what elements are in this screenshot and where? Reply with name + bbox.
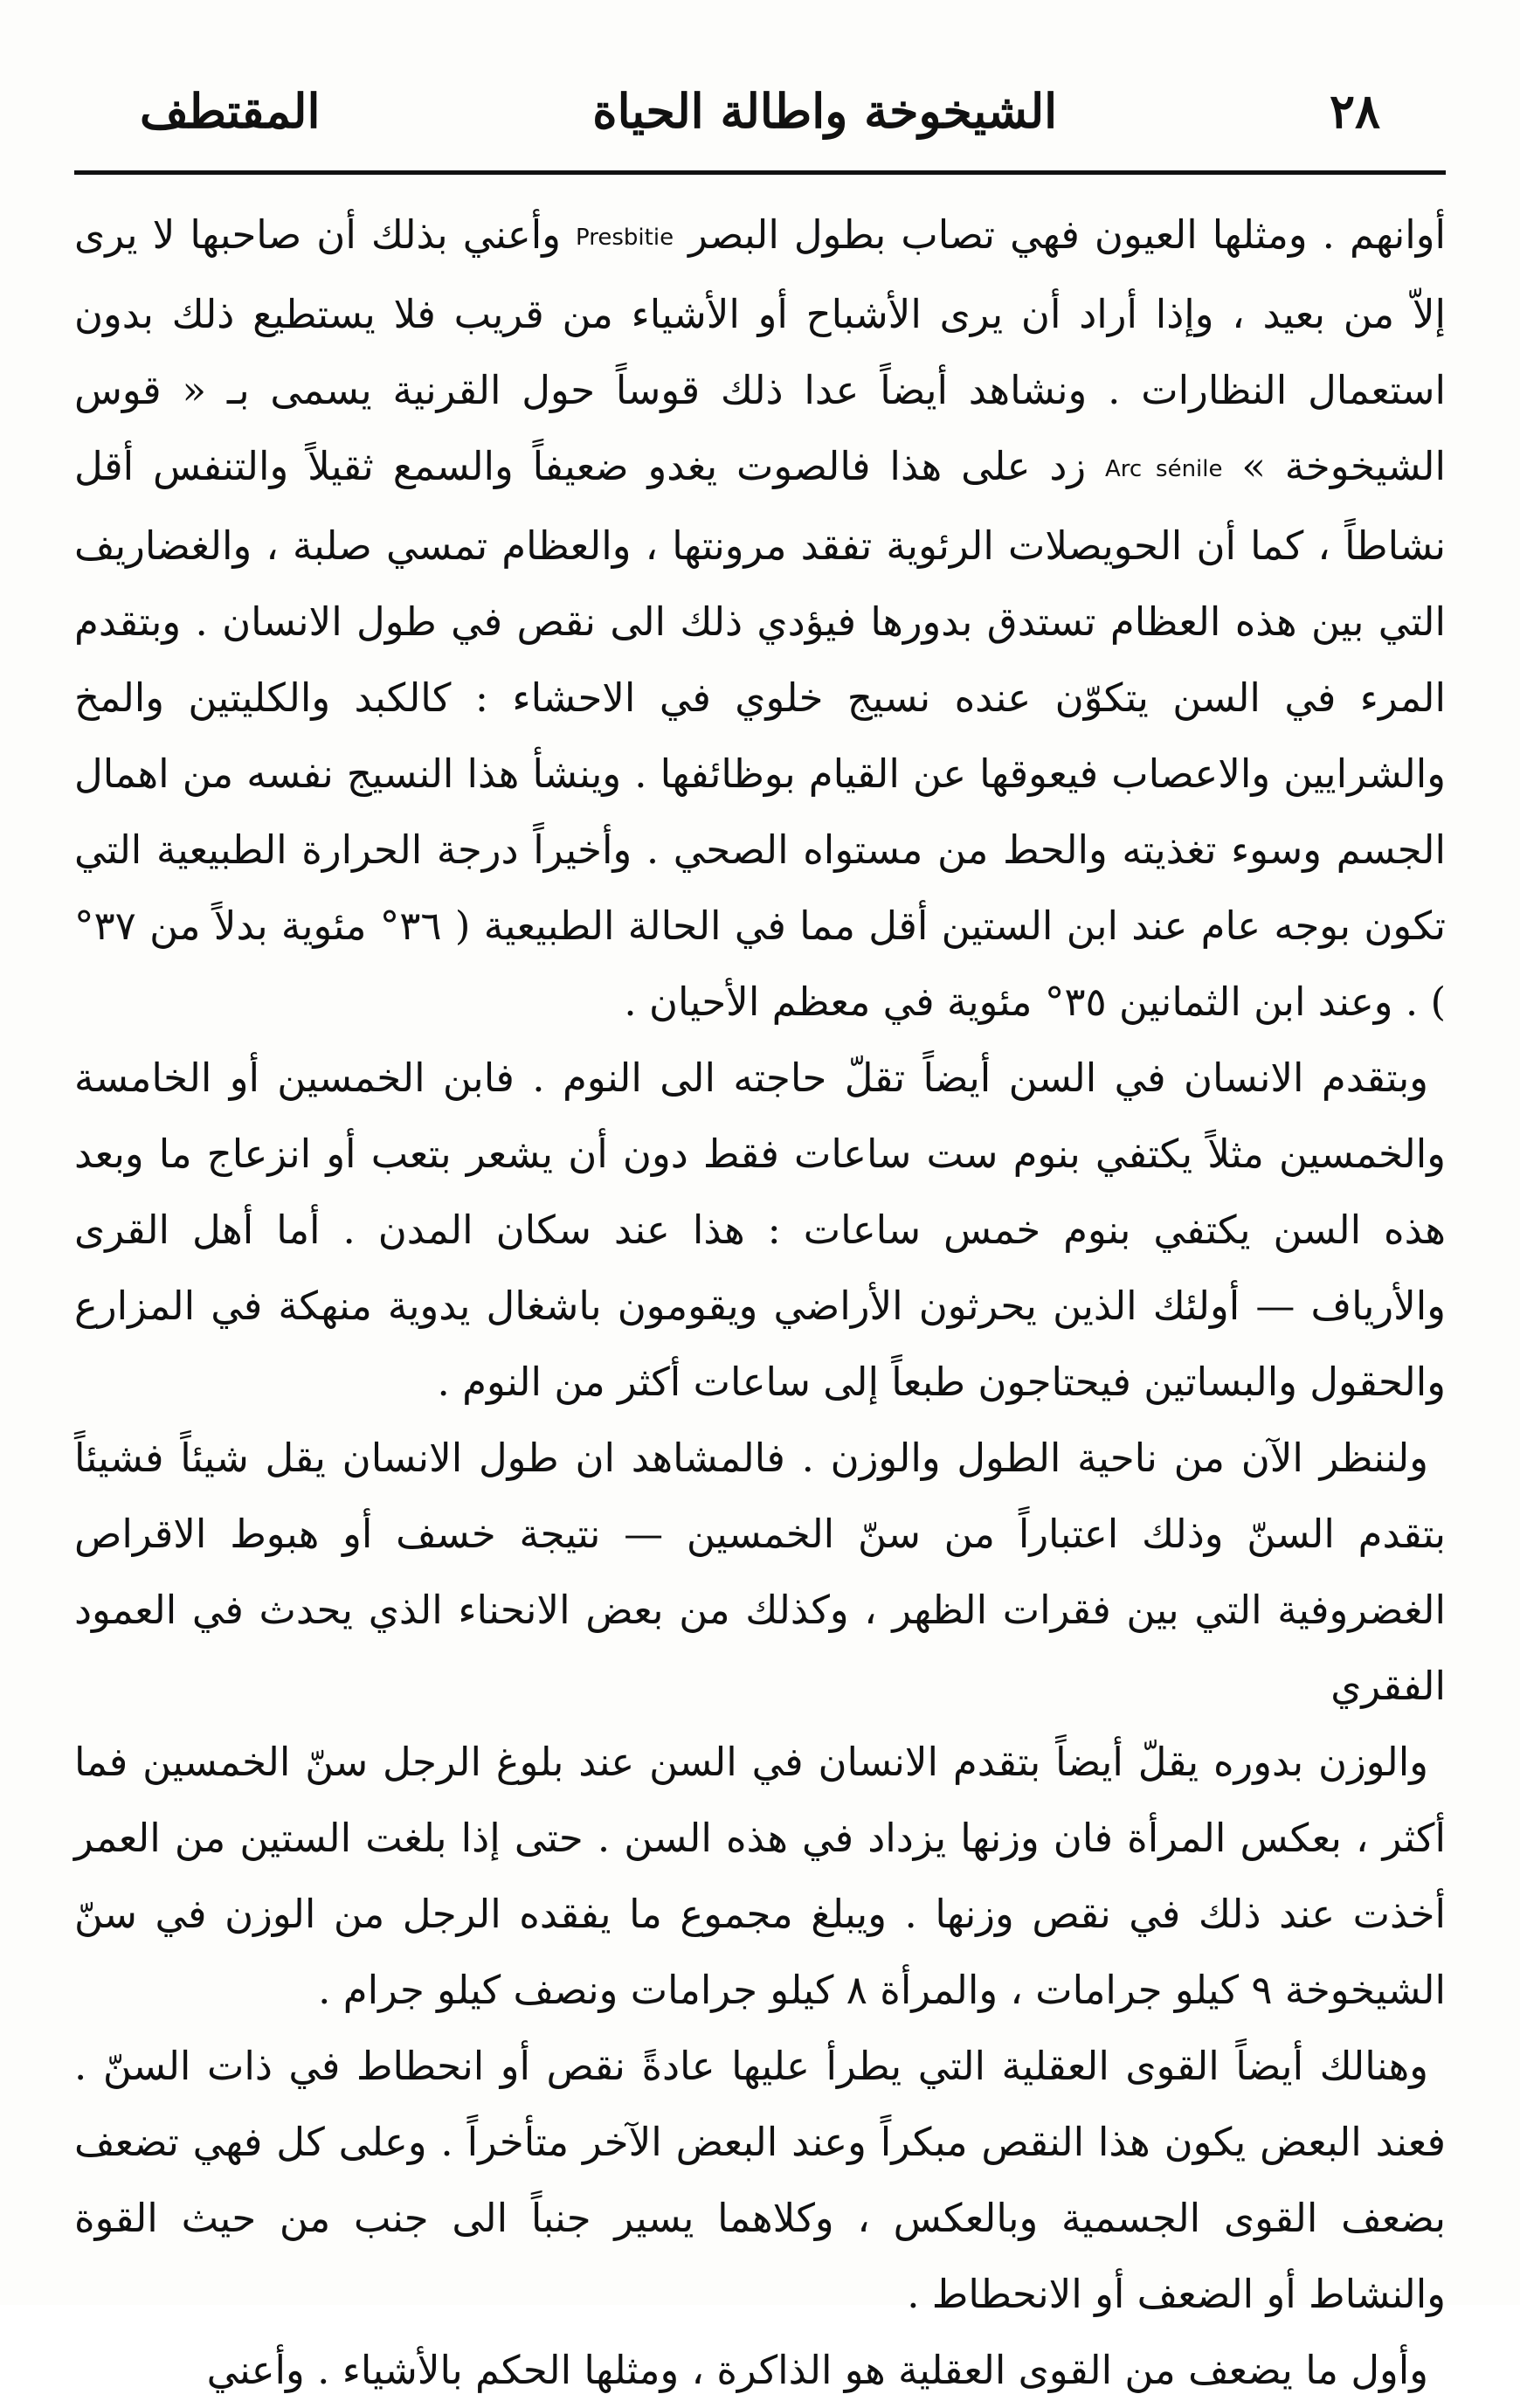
paragraph-1 — [74, 197, 1446, 1040]
journal-name: المقتطف — [140, 83, 321, 139]
paragraph-1-text-b: وأعني بذلك أن صاحبها لا يرى إلاّ من بعيد ، وإذا أراد أن يرى الأشباح أو الأشياء من قريب فلا يستطيع ذلك بدون استعمال النظارات . ونشاهد أيضاً عدا ذلك قوساً حول القرنية يسمى بـ « قوس الشيخوخة » — [74, 211, 1446, 489]
paragraph-2: وبتقدم الانسان في السن أيضاً تقلّ حاجته الى النوم . فابن الخمسين أو الخامسة والخمسين مثلاً يكتفي بنوم ست ساعات فقط دون أن يشعر بتعب أو انزعاج ما وبعد هذه السن يكتفي بنوم خمس ساعات : هذا عند سكان المدن . أما أهل القرى والأرياف — أولئك الذين يحرثون الأراضي ويقومون باشغال يدوية منهكة في المزارع والحقول والبساتين فيحتاجون طبعاً إلى ساعات أكثر من النوم . — [74, 1055, 1446, 1405]
term-arc-senile: Arc sénile — [1104, 456, 1223, 482]
paragraph-5: وهنالك أيضاً القوى العقلية التي يطرأ عليها عادةً نقص أو انحطاط في ذات السنّ . فعند البعض يكون هذا النقص مبكراً وعند البعض الآخر متأخراً . وعلى كل فهي تضعف بضعف القوى الجسمية وبالعكس ، وكلاهما يسير جنباً الى جنب من حيث القوة والنشاط أو الضعف أو الانحطاط . — [74, 2043, 1446, 2317]
running-title: الشيخوخة واطالة الحياة — [592, 83, 1058, 139]
article-body — [74, 197, 1446, 2408]
page-header — [140, 72, 1380, 150]
paragraph-4: والوزن بدوره يقلّ أيضاً بتقدم الانسان في السن عند بلوغ الرجل سنّ الخمسين فما أكثر ، بعكس المرأة فان وزنها يزداد في هذه السن . حتى إذا بلغت الستين من العمر أخذت عند ذلك في نقص وزنها . ويبلغ مجموع ما يفقده الرجل من الوزن في سنّ الشيخوخة ٩ كيلو جرامات ، والمرأة ٨ كيلو جرامات ونصف كيلو جرام . — [74, 1739, 1446, 2013]
term-presbitie: Presbitie — [576, 225, 674, 251]
paragraph-6: وأول ما يضعف من القوى العقلية هو الذاكرة ، ومثلها الحكم بالأشياء . وأعني — [206, 2347, 1428, 2393]
header-rule — [74, 170, 1446, 175]
page-number: ٢٨ — [1329, 83, 1380, 139]
paragraph-1-text-a: أوانهم . ومثلها العيون فهي تصاب بطول البصر — [688, 211, 1446, 258]
paragraph-3: ولننظر الآن من ناحية الطول والوزن . فالمشاهد ان طول الانسان يقل شيئاً فشيئاً بتقدم السنّ وذلك اعتباراً من سنّ الخمسين — نتيجة خسف أو هبوط الاقراص الغضروفية التي بين فقرات الظهر ، وكذلك من بعض الانحناء الذي يحدث في العمود الفقري — [74, 1435, 1446, 1709]
paragraph-1-text-c: زد على هذا فالصوت يغدو ضعيفاً والسمع ثقيلاً والتنفس أقل نشاطاً ، كما أن الحويصلات الرئوية تفقد مرونتها ، والعظام تمسي صلبة ، والغضاريف التي بين هذه العظام تستدق بدورها فيؤدي ذلك الى نقص في طول الانسان . وبتقدم المرء في السن يتكوّن عنده نسيج خلوي في الاحشاء : كالكبد والكليتين والمخ والشرايين والاعصاب فيعوقها عن القيام بوظائفها . وينشأ هذا النسيج نفسه من اهمال الجسم وسوء تغذيته والحط من مستواه الصحي . وأخيراً درجة الحرارة الطبيعية التي تكون بوجه عام عند ابن الستين أقل مما في الحالة الطبيعية ( ٣٦° مئوية بدلاً من ٣٧° ) . وعند ابن الثمانين ٣٥° مئوية في معظم الأحيان . — [74, 443, 1447, 1025]
